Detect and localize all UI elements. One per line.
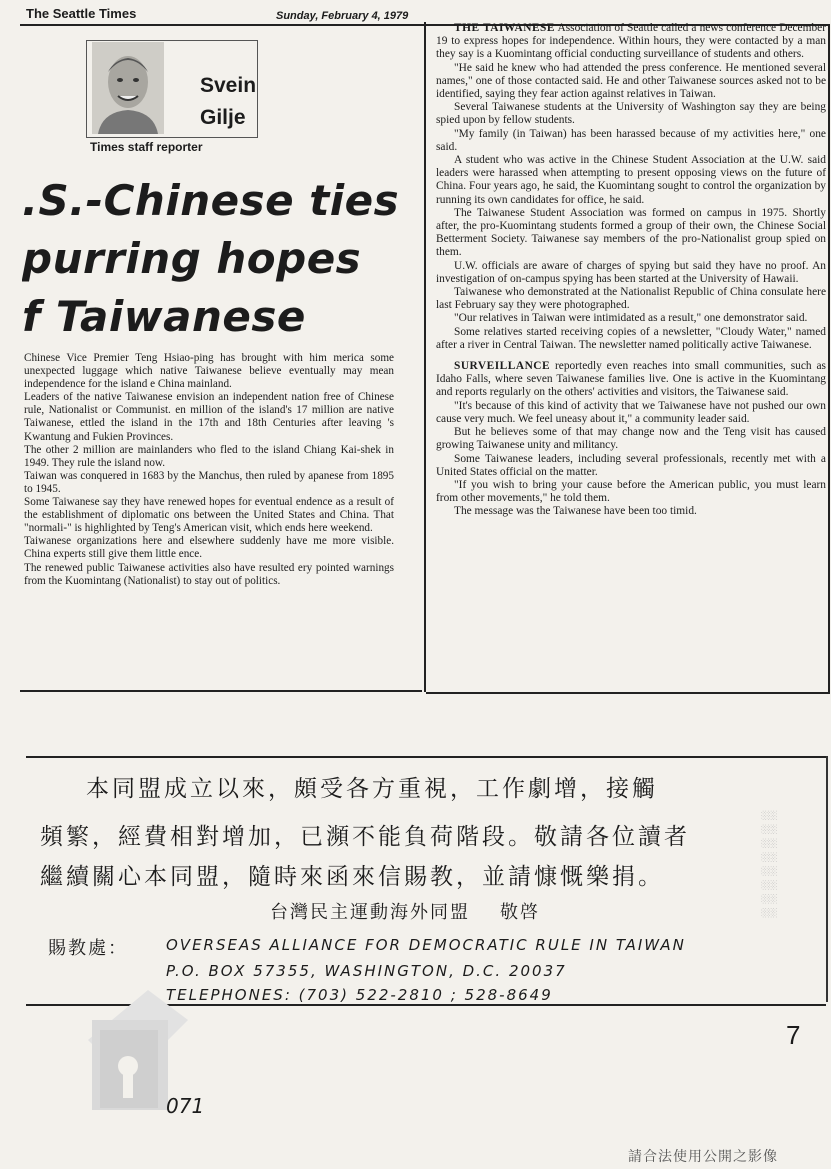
article-right-column: [436, 22, 826, 519]
section-text: reportedly even reaches into small communities, such as Idaho Falls, where seven Taiwanese families live. One is active in the Kuomintang and reports regularly on the others' activities and visitors, the Taiwanese said.: [436, 360, 826, 399]
article-paragraph: "He said he knew who had attended the press conference. He mentioned several names," one of those contacted said. He and other Taiwanese sources asked not to be identified, saying they fear action against relatives in Taiwan.: [436, 61, 826, 101]
lead-text: Association of Seattle called a news conference December 19 to express hopes for independence. Within hours, they were contacted by a man they say is a Kuomintang official conducting surveillance of students and others.: [436, 22, 827, 61]
article-paragraph: But he believes some of that may change now and the Teng visit has caused growing Taiwanese unity and militancy.: [436, 426, 826, 452]
article-paragraph: "It's because of this kind of activity that we Taiwanese have not pushed our own cause very much. We feel uneasy about it," a community leader said.: [436, 399, 826, 425]
article-lead-paragraph: [436, 22, 826, 62]
article-section-paragraph: [436, 360, 826, 400]
column-rule: [424, 22, 426, 692]
archive-logo-icon: [88, 980, 188, 1110]
reporter-last-name: Gilje: [200, 106, 246, 129]
article-paragraph: The Taiwanese Student Association was formed on campus in 1975. Shortly after, the pro-Kuomintang students formed a group of their own, the Chinese Social Betterment Society. Taiwanese say members of the pro-Nationalist group spied on them.: [436, 206, 826, 259]
article-paragraph: Some relatives started receiving copies of a newsletter, "Cloudy Water," named after a river in Central Taiwan. The newsletter named politically active Taiwanese.: [436, 325, 826, 351]
article-paragraph: U.W. officials are aware of charges of spying but said they have no proof. An investigation of on-campus spying has been started at the University of Hawaii.: [436, 259, 826, 285]
notice-signature: [270, 898, 540, 924]
notice-line-3: 繼續關心本同盟，隨時來函來信賜教，並請慷慨樂捐。: [40, 864, 664, 890]
page-number: 7: [786, 1020, 801, 1050]
article-paragraph: Taiwan was conquered in 1683 by the Manchus, then ruled by apanese from 1895 to 1945.: [24, 469, 394, 495]
mailing-address: P.O. BOX 57355, WASHINGTON, D.C. 20037: [166, 962, 567, 980]
article-paragraph: The other 2 million are mainlanders who fled to the island Chiang Kai-shek in 1949. They rule the island now.: [24, 443, 394, 469]
telephone-numbers: TELEPHONES: (703) 522-2810 ; 528-8649: [166, 986, 553, 1004]
newspaper-dateline: Sunday, February 4, 1979: [276, 10, 409, 22]
handwritten-page-number: 071: [166, 1094, 205, 1118]
reporter-photo: [92, 42, 164, 134]
article-paragraph: "My family (in Taiwan) has been harassed because of my activities here," one said.: [436, 127, 826, 153]
organization-name: OVERSEAS ALLIANCE FOR DEMOCRATIC RULE IN TAIWAN: [166, 936, 686, 954]
section-caps: SURVEILLANCE: [454, 360, 551, 373]
article-paragraph: The renewed public Taiwanese activities also have resulted ery pointed warnings from the Kuomintang (Nationalist) to stay out of politics.: [24, 561, 394, 587]
lead-caps: THE TAIWANESE: [454, 22, 555, 34]
newspaper-masthead: The Seattle Times: [26, 6, 137, 21]
article-paragraph: Some Taiwanese leaders, including several professionals, recently met with a United States official on the matter.: [436, 452, 826, 478]
reporter-role: Times staff reporter: [90, 140, 203, 154]
article-paragraph: "Our relatives in Taiwan were intimidated as a result," one demonstrator said.: [454, 312, 808, 325]
bleed-through-text: ░░░░░░░░: [761, 810, 776, 922]
article-paragraph: Leaders of the native Taiwanese envision an independent nation free of Chinese rule, Nationalist or Communist. en million of the island's 17 million are native Taiwanese, ettled the island in the 17th and 18th Centuries after leaving 's Kwantung and Fukien Provinces.: [24, 391, 394, 443]
contact-label: 賜教處：: [48, 938, 128, 959]
headline-line-1: .S.-Chinese ties: [22, 176, 400, 225]
notice-line-2: 頻繁，經費相對增加，已瀕不能負荷階段。敬請各位讀者: [40, 824, 690, 850]
headline-line-2: purring hopes: [22, 234, 362, 283]
signatory-name: 台灣民主運動海外同盟: [270, 902, 470, 923]
headline-line-3: f Taiwanese: [22, 292, 306, 341]
notice-box-edge: [826, 756, 828, 1002]
article-paragraph: Taiwanese who demonstrated at the Nationalist Republic of China consulate here last February say they were photographed.: [436, 286, 826, 312]
footer-watermark-text: 請合法使用公開之影像: [628, 1149, 778, 1165]
article-paragraph: Some Taiwanese say they have renewed hopes for eventual endence as a result of the establishment of diplomatic ons between the United States and China. That "normali-" is highlighted by Teng's American visit, which ends here weekend.: [24, 496, 394, 535]
article-paragraph: Several Taiwanese students at the University of Washington say they are being spied upon by fellow students.: [436, 101, 826, 127]
article-paragraph: A student who was active in the Chinese Student Association at the U.W. said leaders were harassed when attempting to present opposing views on the future of China. Four years ago, he said, the Kuomintang sought to control the organization by running its own candidates for office, he said.: [436, 154, 826, 206]
reporter-portrait-image: [92, 42, 164, 134]
article-paragraph: Taiwanese organizations here and elsewhere suddenly have me more visible. China experts still give them little ence.: [24, 535, 394, 561]
article-paragraph: The message was the Taiwanese have been too timid.: [454, 505, 697, 518]
notice-line-1: 本同盟成立以來，頗受各方重視，工作劇增，接觸: [86, 776, 658, 802]
article-left-column: [24, 352, 394, 588]
article-paragraph: Chinese Vice Premier Teng Hsiao-ping has brought with him merica some unexpected luggage which native Taiwanese believe eventually may mean independence for the island e China mainland.: [24, 352, 394, 391]
salutation: 敬啓: [500, 902, 540, 923]
reporter-first-name: Svein: [200, 74, 257, 97]
article-paragraph: "If you wish to bring your cause before the American public, you must learn from other movements," he told them.: [436, 478, 826, 505]
